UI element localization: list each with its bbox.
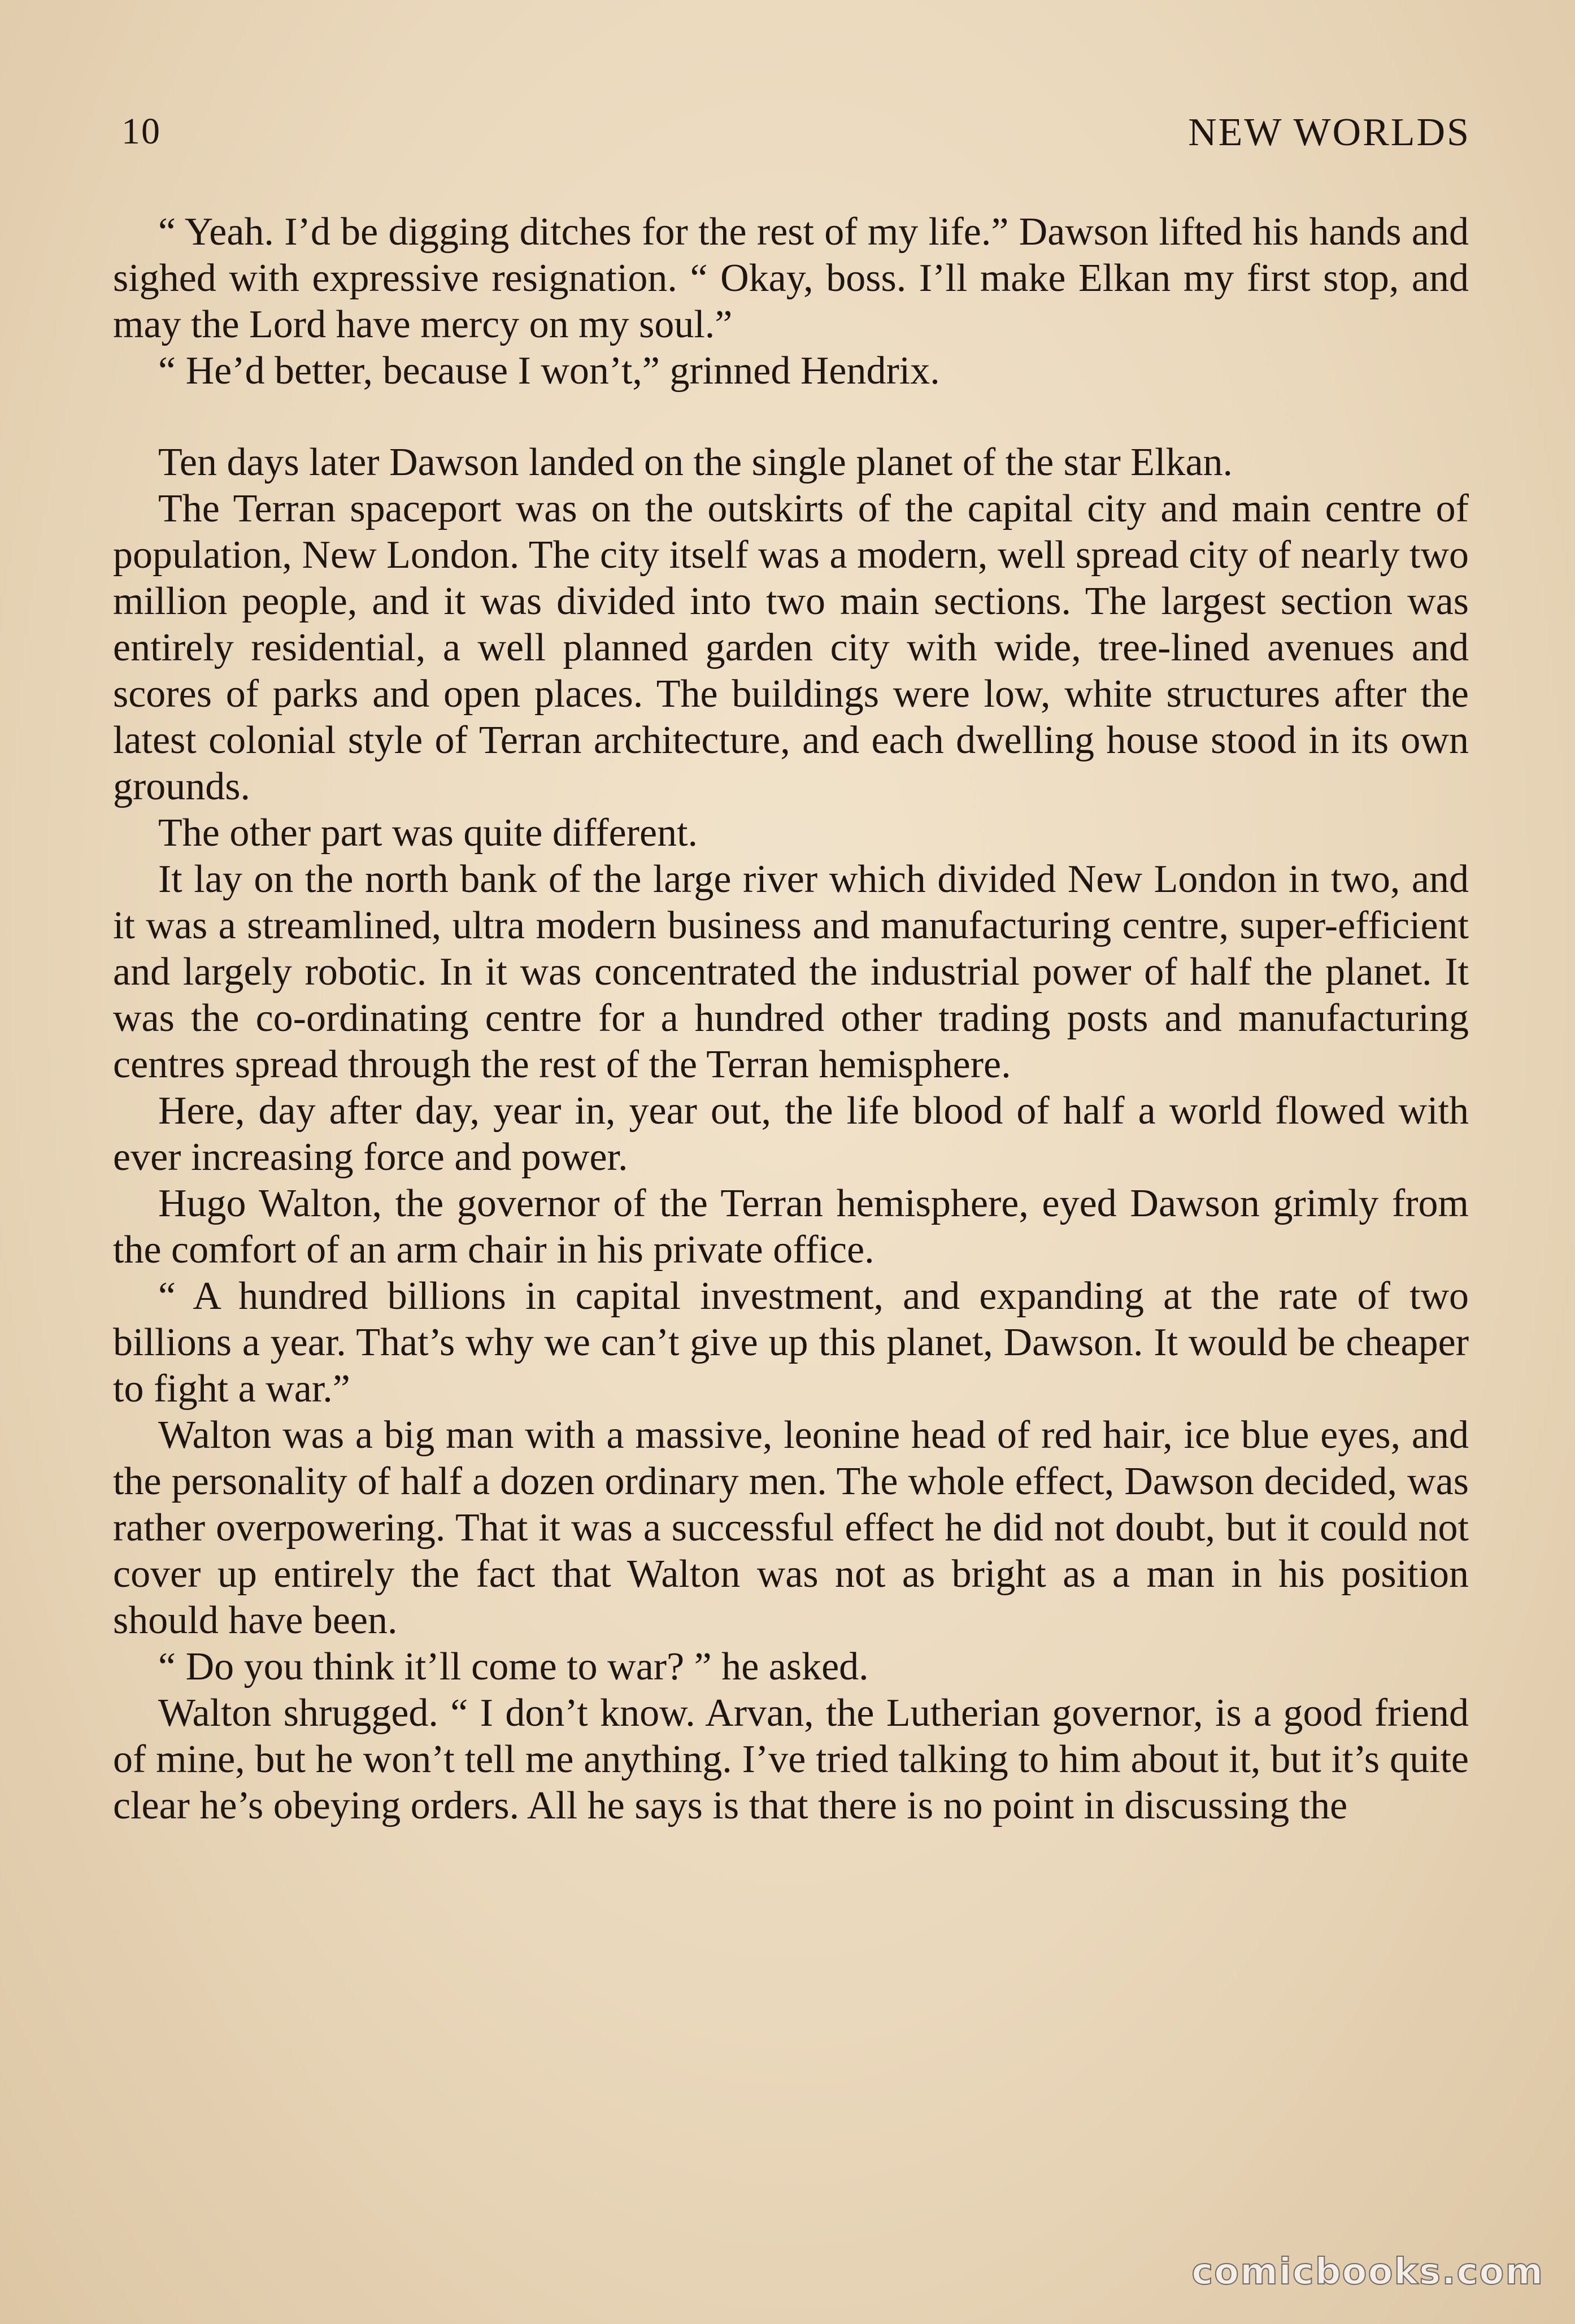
paragraph: Walton was a big man with a massive, leonine head of red hair, ice blue eyes, and the personality of half a dozen ordinary men. The whole effect, Dawson decided, was rather overpowering. That it was a successful effect he did not doubt, but it could not cover up entirely the fact that Walton was not as bright as a man in his position should have been. — [113, 1413, 1469, 1642]
paragraph: “ He’d better, because I won’t,” grinned Hendrix. — [158, 349, 940, 393]
paragraph: Hugo Walton, the governor of the Terran hemisphere, eyed Dawson grimly from the comfort of an arm chair in his private office. — [113, 1182, 1469, 1272]
body-text — [113, 209, 1469, 1829]
paragraph: Walton shrugged. “ I don’t know. Arvan, the Lutherian governor, is a good friend of mine, but he won’t tell me anything. I’ve tried talking to him about it, but it’s quite clear he’s obeying orders. All he says is that there is no point in discussing the — [113, 1691, 1469, 1827]
page-number: 10 — [121, 111, 161, 152]
page-header — [121, 110, 1470, 161]
paragraph: Here, day after day, year in, year out, the life blood of half a world flowed with ever increasing force and power. — [113, 1089, 1469, 1179]
paragraph: It lay on the north bank of the large river which divided New London in two, and it was a streamlined, ultra modern business and manufacturing centre, super-efficient and largely robotic. In it was concentrated the industrial power of half the planet. It was the co-ordinating centre for a hundred other trading posts and manufacturing centres spread through the rest of the Terran hemisphere. — [113, 858, 1469, 1086]
paragraph: The other part was quite different. — [158, 811, 698, 855]
paragraph: The Terran spaceport was on the outskirts of the capital city and main centre of population, New London. The city itself was a modern, well spread city of nearly two million people, and it was divided into two main sections. The largest section was entirely residential, a well planned garden city with wide, tree-lined avenues and scores of parks and open places. The buildings were low, white structures after the latest colonial style of Terran architecture, and each dwelling house stood in its own grounds. — [113, 487, 1469, 808]
paragraph: “ A hundred billions in capital investment, and expanding at the rate of two billions a year. That’s why we can’t give up this planet, Dawson. It would be cheaper to fight a war.” — [113, 1274, 1469, 1411]
site-watermark: comicbooks.com — [1191, 2251, 1544, 2293]
section-break — [113, 394, 1469, 439]
paragraph: “ Do you think it’ll come to war? ” he asked. — [158, 1645, 869, 1688]
paragraph: “ Yeah. I’d be digging ditches for the rest of my life.” Dawson lifted his hands and sighed with expressive resignation. “ Okay, boss. I’ll make Elkan my first stop, and may the Lord have mercy on my soul.” — [113, 210, 1469, 346]
paragraph: Ten days later Dawson landed on the single planet of the star Elkan. — [158, 441, 1233, 484]
running-head: NEW WORLDS — [1188, 111, 1470, 154]
